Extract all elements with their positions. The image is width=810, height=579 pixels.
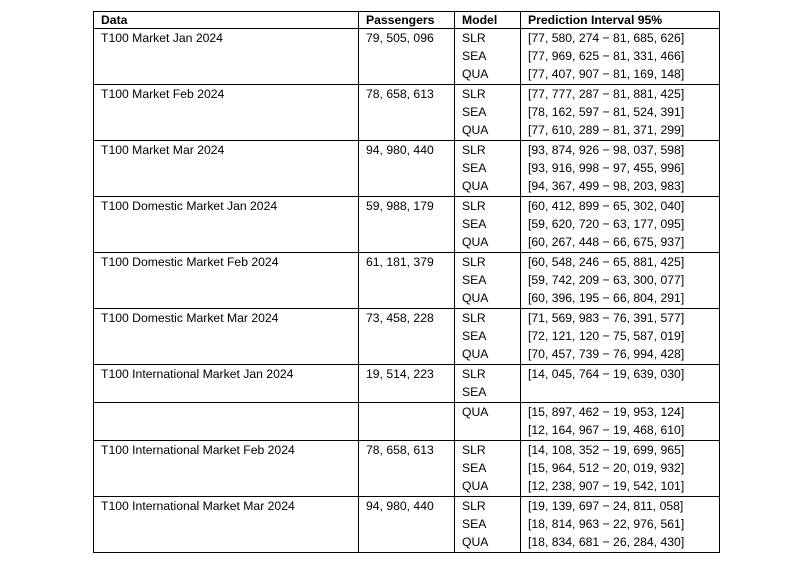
cell-model <box>455 29 521 85</box>
interval-value: [59, 620, 720 − 63, 177, 095] <box>528 217 685 231</box>
header-data: Data <box>94 12 359 29</box>
cell-data <box>94 29 359 85</box>
passengers-value: 79, 505, 096 <box>366 31 434 45</box>
interval-value: [15, 897, 462 − 19, 953, 124] <box>528 405 685 419</box>
cell-prediction-interval <box>521 29 720 85</box>
data-label: T100 International Market Mar 2024 <box>101 499 295 513</box>
passengers-value: 61, 181, 379 <box>366 255 434 269</box>
model-name: QUA <box>462 479 489 493</box>
model-name: SEA <box>462 105 487 119</box>
cell-data <box>94 197 359 253</box>
data-label: T100 Domestic Market Jan 2024 <box>101 199 278 213</box>
header-passengers: Passengers <box>359 12 455 29</box>
cell-prediction-interval <box>521 403 720 441</box>
model-name: QUA <box>462 179 489 193</box>
passengers-value <box>366 403 454 421</box>
cell-passengers <box>359 253 455 309</box>
model-name: SEA <box>462 517 487 531</box>
data-label: T100 Domestic Market Feb 2024 <box>101 255 279 269</box>
cell-passengers <box>359 85 455 141</box>
cell-model <box>455 253 521 309</box>
cell-data <box>94 403 359 441</box>
cell-passengers <box>359 403 455 441</box>
cell-model <box>455 441 521 497</box>
interval-value: [15, 964, 512 − 20, 019, 932] <box>528 461 685 475</box>
cell-passengers <box>359 29 455 85</box>
model-name: SEA <box>462 217 487 231</box>
table-row <box>94 365 720 403</box>
header-prediction-interval: Prediction Interval 95% <box>521 12 720 29</box>
cell-prediction-interval <box>521 497 720 553</box>
cell-model <box>455 141 521 197</box>
data-label: T100 International Market Jan 2024 <box>101 367 294 381</box>
cell-model <box>455 85 521 141</box>
interval-value: [77, 580, 274 − 81, 685, 626] <box>528 31 685 45</box>
passengers-value: 94, 980, 440 <box>366 499 434 513</box>
model-name: SEA <box>462 329 487 343</box>
interval-value: [60, 412, 899 − 65, 302, 040] <box>528 199 685 213</box>
model-name: SLR <box>462 367 486 381</box>
interval-value: [60, 548, 246 − 65, 881, 425] <box>528 255 685 269</box>
model-name: SLR <box>462 311 486 325</box>
prediction-interval-table <box>93 11 720 553</box>
cell-data <box>94 141 359 197</box>
cell-model <box>455 309 521 365</box>
interval-value: [77, 407, 907 − 81, 169, 148] <box>528 67 685 81</box>
interval-value: [77, 777, 287 − 81, 881, 425] <box>528 87 685 101</box>
model-name: QUA <box>462 535 489 549</box>
cell-data <box>94 85 359 141</box>
cell-data <box>94 497 359 553</box>
table-row <box>94 309 720 365</box>
header-row <box>94 12 720 29</box>
passengers-value: 59, 988, 179 <box>366 199 434 213</box>
interval-value: [77, 969, 625 − 81, 331, 466] <box>528 49 685 63</box>
table-row <box>94 85 720 141</box>
model-name: SLR <box>462 31 486 45</box>
cell-model <box>455 197 521 253</box>
cell-model <box>455 403 521 441</box>
model-name: SLR <box>462 255 486 269</box>
interval-value: [18, 834, 681 − 26, 284, 430] <box>528 535 685 549</box>
cell-data <box>94 441 359 497</box>
table-row <box>94 441 720 497</box>
table-row <box>94 29 720 85</box>
model-name: QUA <box>462 347 489 361</box>
cell-model <box>455 365 521 403</box>
model-name: SEA <box>462 461 487 475</box>
model-name: SEA <box>462 161 487 175</box>
cell-prediction-interval <box>521 309 720 365</box>
cell-data <box>94 309 359 365</box>
interval-value: [77, 610, 289 − 81, 371, 299] <box>528 123 685 137</box>
interval-value: [71, 569, 983 − 76, 391, 577] <box>528 311 685 325</box>
table-row <box>94 403 720 441</box>
interval-value: [18, 814, 963 − 22, 976, 561] <box>528 517 685 531</box>
cell-passengers <box>359 497 455 553</box>
data-label: T100 Market Mar 2024 <box>101 143 225 157</box>
model-name: QUA <box>462 405 489 419</box>
cell-passengers <box>359 365 455 403</box>
model-name: SEA <box>462 385 487 399</box>
table-row <box>94 197 720 253</box>
table-body <box>94 29 720 553</box>
cell-passengers <box>359 309 455 365</box>
model-name: SLR <box>462 199 486 213</box>
cell-data <box>94 365 359 403</box>
cell-model <box>455 497 521 553</box>
data-label <box>101 403 358 421</box>
data-label: T100 Market Jan 2024 <box>101 31 223 45</box>
interval-value: [12, 164, 967 − 19, 468, 610] <box>528 423 685 437</box>
passengers-value: 78, 658, 613 <box>366 443 434 457</box>
model-name: SEA <box>462 273 487 287</box>
header-model: Model <box>455 12 521 29</box>
interval-value: [93, 874, 926 − 98, 037, 598] <box>528 143 685 157</box>
model-name: SLR <box>462 443 486 457</box>
passengers-value: 73, 458, 228 <box>366 311 434 325</box>
model-name: QUA <box>462 67 489 81</box>
interval-value: [12, 238, 907 − 19, 542, 101] <box>528 479 685 493</box>
model-name: QUA <box>462 123 489 137</box>
cell-passengers <box>359 197 455 253</box>
model-name: SLR <box>462 87 486 101</box>
interval-value: [19, 139, 697 − 24, 811, 058] <box>528 499 684 513</box>
cell-passengers <box>359 441 455 497</box>
interval-value: [72, 121, 120 − 75, 587, 019] <box>528 329 685 343</box>
interval-value: [78, 162, 597 − 81, 524, 391] <box>528 105 685 119</box>
model-name: SLR <box>462 499 486 513</box>
cell-prediction-interval <box>521 85 720 141</box>
interval-value: [94, 367, 499 − 98, 203, 983] <box>528 179 685 193</box>
passengers-value: 78, 658, 613 <box>366 87 434 101</box>
cell-prediction-interval <box>521 197 720 253</box>
cell-prediction-interval <box>521 141 720 197</box>
model-name: QUA <box>462 235 489 249</box>
model-name: SLR <box>462 143 486 157</box>
data-label: T100 Market Feb 2024 <box>101 87 225 101</box>
cell-prediction-interval <box>521 253 720 309</box>
interval-value: [14, 108, 352 − 19, 699, 965] <box>528 443 685 457</box>
model-name: QUA <box>462 291 489 305</box>
passengers-value: 19, 514, 223 <box>366 367 434 381</box>
model-name: SEA <box>462 49 487 63</box>
cell-prediction-interval <box>521 441 720 497</box>
table-row <box>94 141 720 197</box>
data-label: T100 Domestic Market Mar 2024 <box>101 311 279 325</box>
interval-value: [60, 267, 448 − 66, 675, 937] <box>528 235 685 249</box>
passengers-value: 94, 980, 440 <box>366 143 434 157</box>
interval-value: [14, 045, 764 − 19, 639, 030] <box>528 367 685 381</box>
interval-value: [60, 396, 195 − 66, 804, 291] <box>528 291 685 305</box>
table-row <box>94 253 720 309</box>
interval-value: [70, 457, 739 − 76, 994, 428] <box>528 347 685 361</box>
cell-passengers <box>359 141 455 197</box>
cell-prediction-interval <box>521 365 720 403</box>
interval-value: [93, 916, 998 − 97, 455, 996] <box>528 161 685 175</box>
cell-data <box>94 253 359 309</box>
table-row <box>94 497 720 553</box>
data-label: T100 International Market Feb 2024 <box>101 443 295 457</box>
interval-value: [59, 742, 209 − 63, 300, 077] <box>528 273 685 287</box>
